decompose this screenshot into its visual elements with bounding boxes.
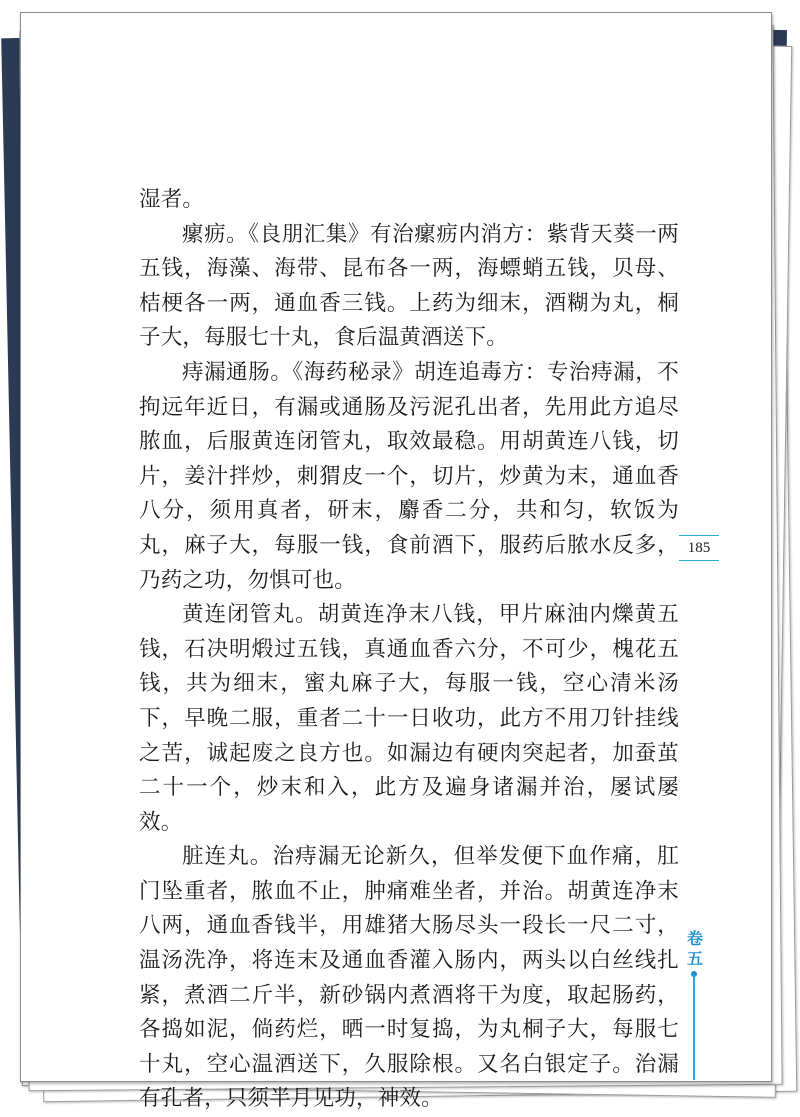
volume-marker-line <box>693 975 695 1080</box>
paragraph: 脏连丸。治痔漏无论新久，但举发便下血作痛，肛门坠重者，脓血不止，肿痛难坐者，并治。胡黄连净末八两，通血香钱半，用雄猪大肠尽头一段长一尺二寸，温汤洗净，将连末及通血香灌入肠内，两头以白丝线扎紧，煮酒二斤半，新砂锅内煮酒将干为度，取起肠药，各捣如泥，倘药烂，晒一时复捣，为丸桐子大，每服七十丸，空心温酒送下，久服除根。又名白银定子。治漏有孔者，只须半月见功，神效。 <box>139 844 679 1112</box>
book-page <box>20 12 772 1112</box>
paragraph: 痔漏通肠。《海药秘录》胡连追毒方：专治痔漏，不拘远年近日，有漏或通肠及污泥孔出者，先用此方追尽脓血，后服黄连闭管丸，取效最稳。用胡黄连八钱，切片，姜汁拌炒，刺猬皮一个，切片，炒黄为末，通血香八分，须用真者，研末，麝香二分，共和匀，软饭为丸，麻子大，每服一钱，食前酒下，服药后脓水反多，乃药之功，勿惧可也。 <box>139 359 679 593</box>
page-number: 185 <box>679 535 719 561</box>
paragraph: 瘰疬。《良朋汇集》有治瘰疬内消方：紫背天葵一两五钱，海藻、海带、昆布各一两，海螵蛸五钱，贝母、桔梗各一两，通血香三钱。上药为细末，酒糊为丸，桐子大，每服七十丸，食后温黄酒送下。 <box>139 221 679 351</box>
page-body <box>139 183 679 1117</box>
paragraph: 黄连闭管丸。胡黄连净末八钱，甲片麻油内爍黄五钱，石决明煅过五钱，真通血香六分，不可少，槐花五钱，共为细末，蜜丸麻子大，每服一钱，空心清米汤下，早晚二服，重者二十一日收功，此方不用刀针挂线之苦，诚起废之良方也。如漏边有硬肉突起者，加蚕茧二十一个，炒末和入，此方及遍身诸漏并治，屡试屡效。 <box>139 602 679 835</box>
paragraph: 湿者。 <box>139 187 205 212</box>
volume-label: 卷五 <box>686 929 703 968</box>
